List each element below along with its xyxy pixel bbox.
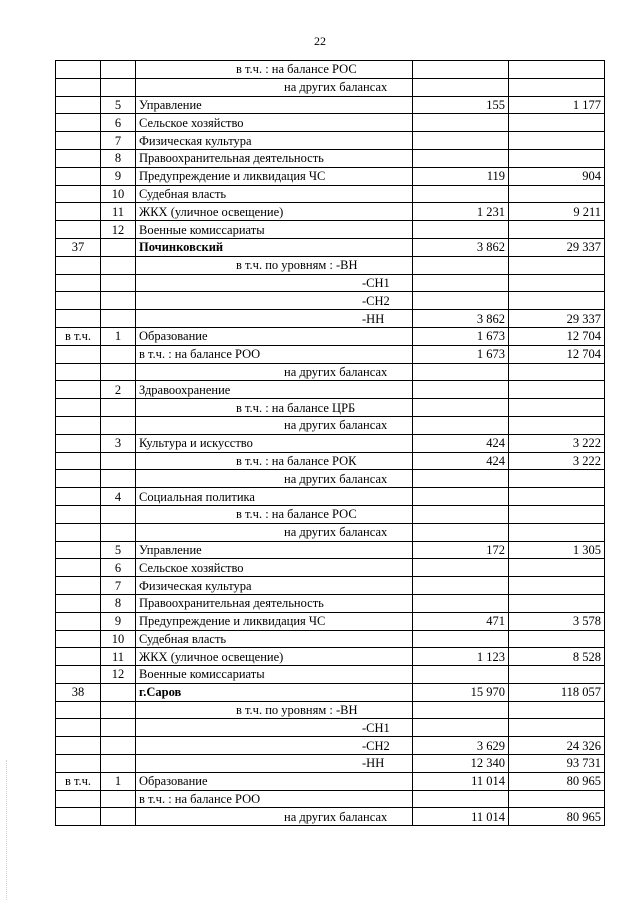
table-cell-c3: в т.ч. : на балансе ЦРБ: [136, 399, 413, 417]
table-cell-c1: [56, 505, 101, 523]
table-cell-c5: [509, 416, 605, 434]
table-cell-c4: 155: [413, 96, 509, 114]
table-row: [56, 256, 605, 274]
table-cell-c1: [56, 363, 101, 381]
table-cell-c2: 9: [101, 167, 136, 185]
table-cell-c5: [509, 594, 605, 612]
table-cell-c5: 3 222: [509, 434, 605, 452]
table-cell-c3: на других балансах: [136, 363, 413, 381]
table-cell-c3: Образование: [136, 327, 413, 345]
table-cell-c4: [413, 701, 509, 719]
table-cell-c1: [56, 648, 101, 666]
table-cell-c2: [101, 790, 136, 808]
table-cell-c4: [413, 292, 509, 310]
table-cell-c2: [101, 737, 136, 755]
table-cell-c5: 118 057: [509, 683, 605, 701]
table-row: [56, 416, 605, 434]
table-cell-c2: [101, 256, 136, 274]
table-cell-c3: в т.ч. : на балансе РОК: [136, 452, 413, 470]
table-cell-c2: 10: [101, 630, 136, 648]
table-cell-c4: [413, 132, 509, 150]
table-cell-c1: в т.ч.: [56, 327, 101, 345]
table-cell-c1: [56, 149, 101, 167]
table-cell-c1: [56, 61, 101, 79]
table-cell-c1: 38: [56, 683, 101, 701]
table-cell-c1: [56, 167, 101, 185]
table-cell-c5: [509, 114, 605, 132]
table-cell-c2: 7: [101, 132, 136, 150]
table-cell-c1: [56, 755, 101, 773]
table-cell-c1: [56, 577, 101, 595]
table-cell-c4: [413, 185, 509, 203]
table-row: [56, 648, 605, 666]
table-cell-c4: [413, 221, 509, 239]
table-row: [56, 381, 605, 399]
table-row: [56, 755, 605, 773]
table-cell-c2: [101, 523, 136, 541]
table-cell-c2: 12: [101, 221, 136, 239]
table-cell-c5: [509, 399, 605, 417]
table-cell-c3: в т.ч. : на балансе РОО: [136, 345, 413, 363]
table-row: [56, 452, 605, 470]
table-row: [56, 630, 605, 648]
table-cell-c3: в т.ч. по уровням : -ВН: [136, 256, 413, 274]
table-cell-c2: [101, 416, 136, 434]
table-cell-c5: 3 222: [509, 452, 605, 470]
table-cell-c4: [413, 114, 509, 132]
table-cell-c1: [56, 221, 101, 239]
table-cell-c1: [56, 719, 101, 737]
table-cell-c4: [413, 523, 509, 541]
table-cell-c2: [101, 61, 136, 79]
table-cell-c2: 5: [101, 96, 136, 114]
table-cell-c4: 15 970: [413, 683, 509, 701]
table-cell-c2: [101, 363, 136, 381]
table-cell-c4: [413, 594, 509, 612]
table-row: [56, 345, 605, 363]
table-cell-c4: 3 862: [413, 310, 509, 328]
table-row: [56, 292, 605, 310]
table-cell-c1: [56, 594, 101, 612]
table-cell-c2: [101, 755, 136, 773]
table-cell-c3: Сельское хозяйство: [136, 559, 413, 577]
table-cell-c4: [413, 381, 509, 399]
table-cell-c4: 11 014: [413, 808, 509, 826]
table-row: [56, 505, 605, 523]
table-cell-c4: 1 123: [413, 648, 509, 666]
table-cell-c4: [413, 274, 509, 292]
table-row: [56, 559, 605, 577]
table-cell-c2: [101, 78, 136, 96]
table-cell-c1: [56, 790, 101, 808]
table-cell-c4: 172: [413, 541, 509, 559]
table-cell-c5: [509, 470, 605, 488]
table-cell-c1: [56, 666, 101, 684]
table-cell-c3: на других балансах: [136, 470, 413, 488]
table-cell-c3: -НН: [136, 310, 413, 328]
table-cell-c3: ЖКХ (уличное освещение): [136, 203, 413, 221]
table-cell-c2: 6: [101, 114, 136, 132]
table-cell-c1: [56, 114, 101, 132]
table-cell-c3: Военные комиссариаты: [136, 221, 413, 239]
table-row: [56, 808, 605, 826]
table-cell-c4: [413, 630, 509, 648]
table-cell-c4: 1 673: [413, 345, 509, 363]
table-cell-c5: 904: [509, 167, 605, 185]
table-row: [56, 434, 605, 452]
table-cell-c4: 424: [413, 452, 509, 470]
table-cell-c3: Социальная политика: [136, 488, 413, 506]
table-cell-c5: 93 731: [509, 755, 605, 773]
table-cell-c1: [56, 381, 101, 399]
table-cell-c2: 7: [101, 577, 136, 595]
table-cell-c4: [413, 399, 509, 417]
table-cell-c3: на других балансах: [136, 78, 413, 96]
table-cell-c2: [101, 808, 136, 826]
table-cell-c4: [413, 505, 509, 523]
scan-margin-marks: [6, 760, 9, 900]
table-cell-c2: [101, 452, 136, 470]
table-cell-c5: [509, 630, 605, 648]
table-cell-c5: [509, 666, 605, 684]
table-cell-c5: 8 528: [509, 648, 605, 666]
table-cell-c3: Предупреждение и ликвидация ЧС: [136, 612, 413, 630]
table-cell-c1: [56, 630, 101, 648]
table-cell-c5: [509, 274, 605, 292]
table-row: [56, 719, 605, 737]
table-cell-c4: [413, 719, 509, 737]
table-cell-c2: 10: [101, 185, 136, 203]
table-cell-c4: [413, 61, 509, 79]
table-cell-c5: [509, 221, 605, 239]
table-cell-c3: -НН: [136, 755, 413, 773]
table-row: [56, 666, 605, 684]
table-cell-c4: [413, 666, 509, 684]
table-cell-c4: [413, 256, 509, 274]
page-number: 22: [314, 34, 326, 48]
table-cell-c4: [413, 559, 509, 577]
table-cell-c2: [101, 292, 136, 310]
table-row: [56, 790, 605, 808]
table-cell-c5: 12 704: [509, 327, 605, 345]
table-cell-c5: 3 578: [509, 612, 605, 630]
table-cell-c1: [56, 808, 101, 826]
table-cell-c1: [56, 96, 101, 114]
table-cell-c2: [101, 310, 136, 328]
table-row: [56, 61, 605, 79]
table-row: [56, 203, 605, 221]
table-row: [56, 470, 605, 488]
table-cell-c1: [56, 737, 101, 755]
energy-table: [55, 60, 605, 826]
table-cell-c5: 1 177: [509, 96, 605, 114]
table-cell-c3: Физическая культура: [136, 132, 413, 150]
table-cell-c1: [56, 488, 101, 506]
table-cell-c3: в т.ч. : на балансе РОО: [136, 790, 413, 808]
table-cell-c1: [56, 274, 101, 292]
table-cell-c2: [101, 345, 136, 363]
table-cell-c1: [56, 452, 101, 470]
table-cell-c5: 29 337: [509, 310, 605, 328]
table-cell-c2: 5: [101, 541, 136, 559]
table-cell-c2: 11: [101, 203, 136, 221]
table-cell-c5: 29 337: [509, 238, 605, 256]
table-cell-c2: 8: [101, 149, 136, 167]
table-cell-c1: [56, 132, 101, 150]
table-cell-c4: 11 014: [413, 772, 509, 790]
table-cell-c5: [509, 488, 605, 506]
table-cell-c3: Военные комиссариаты: [136, 666, 413, 684]
table-cell-c5: [509, 701, 605, 719]
table-cell-c4: 119: [413, 167, 509, 185]
table-cell-c2: 1: [101, 772, 136, 790]
table-cell-c4: [413, 363, 509, 381]
table-cell-c4: 3 629: [413, 737, 509, 755]
table-cell-c1: 37: [56, 238, 101, 256]
table-row: [56, 185, 605, 203]
table-cell-c3: в т.ч. : на балансе РОС: [136, 61, 413, 79]
table-cell-c1: [56, 559, 101, 577]
table-cell-c3: Здравоохранение: [136, 381, 413, 399]
table-cell-c5: [509, 559, 605, 577]
table-cell-c5: [509, 78, 605, 96]
energy-table-body: [56, 61, 605, 826]
table-cell-c3: Физическая культура: [136, 577, 413, 595]
table-cell-c3: в т.ч. по уровням : -ВН: [136, 701, 413, 719]
table-row: [56, 274, 605, 292]
table-cell-c1: [56, 310, 101, 328]
table-cell-c2: 4: [101, 488, 136, 506]
table-cell-c4: [413, 470, 509, 488]
table-cell-c5: [509, 790, 605, 808]
table-row: [56, 701, 605, 719]
table-row: [56, 772, 605, 790]
table-cell-c5: [509, 132, 605, 150]
table-cell-c2: 8: [101, 594, 136, 612]
table-row: [56, 310, 605, 328]
table-cell-c3: Починковский: [136, 238, 413, 256]
table-cell-c2: 3: [101, 434, 136, 452]
table-row: [56, 594, 605, 612]
table-cell-c5: [509, 523, 605, 541]
table-cell-c3: Судебная власть: [136, 185, 413, 203]
table-cell-c3: Образование: [136, 772, 413, 790]
table-row: [56, 221, 605, 239]
table-cell-c2: 11: [101, 648, 136, 666]
table-cell-c3: -СН1: [136, 719, 413, 737]
table-cell-c5: 80 965: [509, 808, 605, 826]
table-cell-c1: [56, 612, 101, 630]
table-cell-c1: [56, 256, 101, 274]
table-cell-c2: 9: [101, 612, 136, 630]
table-cell-c3: на других балансах: [136, 523, 413, 541]
table-cell-c5: [509, 363, 605, 381]
table-cell-c1: [56, 701, 101, 719]
table-cell-c5: [509, 256, 605, 274]
table-cell-c2: [101, 719, 136, 737]
table-cell-c5: [509, 61, 605, 79]
table-cell-c3: на других балансах: [136, 416, 413, 434]
table-cell-c2: [101, 399, 136, 417]
table-row: [56, 96, 605, 114]
table-cell-c2: [101, 683, 136, 701]
table-cell-c1: [56, 292, 101, 310]
table-cell-c4: [413, 790, 509, 808]
table-row: [56, 541, 605, 559]
table-cell-c4: [413, 488, 509, 506]
table-cell-c1: [56, 345, 101, 363]
table-cell-c3: г.Саров: [136, 683, 413, 701]
table-cell-c3: -СН1: [136, 274, 413, 292]
table-row: [56, 488, 605, 506]
table-cell-c5: [509, 577, 605, 595]
table-cell-c1: [56, 470, 101, 488]
table-cell-c2: [101, 701, 136, 719]
table-cell-c4: [413, 577, 509, 595]
table-row: [56, 167, 605, 185]
table-cell-c1: [56, 399, 101, 417]
table-cell-c3: -СН2: [136, 292, 413, 310]
table-cell-c4: [413, 149, 509, 167]
table-cell-c2: [101, 505, 136, 523]
table-cell-c4: 1 231: [413, 203, 509, 221]
table-row: [56, 399, 605, 417]
table-cell-c5: [509, 505, 605, 523]
table-cell-c3: в т.ч. : на балансе РОС: [136, 505, 413, 523]
table-cell-c4: [413, 416, 509, 434]
table-cell-c3: Судебная власть: [136, 630, 413, 648]
table-row: [56, 577, 605, 595]
table-cell-c3: на других балансах: [136, 808, 413, 826]
table-cell-c1: [56, 541, 101, 559]
table-row: [56, 149, 605, 167]
table-cell-c1: [56, 523, 101, 541]
table-cell-c3: Управление: [136, 541, 413, 559]
table-cell-c5: 24 326: [509, 737, 605, 755]
table-cell-c5: 1 305: [509, 541, 605, 559]
table-cell-c1: [56, 185, 101, 203]
table-cell-c3: Управление: [136, 96, 413, 114]
table-cell-c2: [101, 470, 136, 488]
table-cell-c5: 9 211: [509, 203, 605, 221]
table-cell-c3: -СН2: [136, 737, 413, 755]
table-cell-c3: Правоохранительная деятельность: [136, 149, 413, 167]
table-cell-c2: 2: [101, 381, 136, 399]
table-cell-c1: [56, 434, 101, 452]
table-cell-c3: Предупреждение и ликвидация ЧС: [136, 167, 413, 185]
table-cell-c1: [56, 78, 101, 96]
table-cell-c4: 471: [413, 612, 509, 630]
table-cell-c5: 12 704: [509, 345, 605, 363]
table-cell-c4: 3 862: [413, 238, 509, 256]
table-cell-c3: Культура и искусство: [136, 434, 413, 452]
table-row: [56, 327, 605, 345]
table-cell-c2: 12: [101, 666, 136, 684]
table-cell-c5: [509, 149, 605, 167]
table-row: [56, 132, 605, 150]
table-cell-c1: [56, 203, 101, 221]
table-row: [56, 78, 605, 96]
table-cell-c4: 424: [413, 434, 509, 452]
table-cell-c5: [509, 381, 605, 399]
table-row: [56, 363, 605, 381]
table-row: [56, 523, 605, 541]
table-row: [56, 683, 605, 701]
table-cell-c1: [56, 416, 101, 434]
table-cell-c5: 80 965: [509, 772, 605, 790]
table-row: [56, 114, 605, 132]
table-cell-c5: [509, 292, 605, 310]
table-cell-c4: 12 340: [413, 755, 509, 773]
table-cell-c3: Правоохранительная деятельность: [136, 594, 413, 612]
table-cell-c3: ЖКХ (уличное освещение): [136, 648, 413, 666]
table-cell-c4: 1 673: [413, 327, 509, 345]
table-row: [56, 238, 605, 256]
table-cell-c4: [413, 78, 509, 96]
table-cell-c2: 6: [101, 559, 136, 577]
table-cell-c2: [101, 238, 136, 256]
table-cell-c5: [509, 719, 605, 737]
table-cell-c2: 1: [101, 327, 136, 345]
table-row: [56, 737, 605, 755]
table-cell-c1: в т.ч.: [56, 772, 101, 790]
table-row: [56, 612, 605, 630]
table-cell-c3: Сельское хозяйство: [136, 114, 413, 132]
table-cell-c5: [509, 185, 605, 203]
table-cell-c2: [101, 274, 136, 292]
